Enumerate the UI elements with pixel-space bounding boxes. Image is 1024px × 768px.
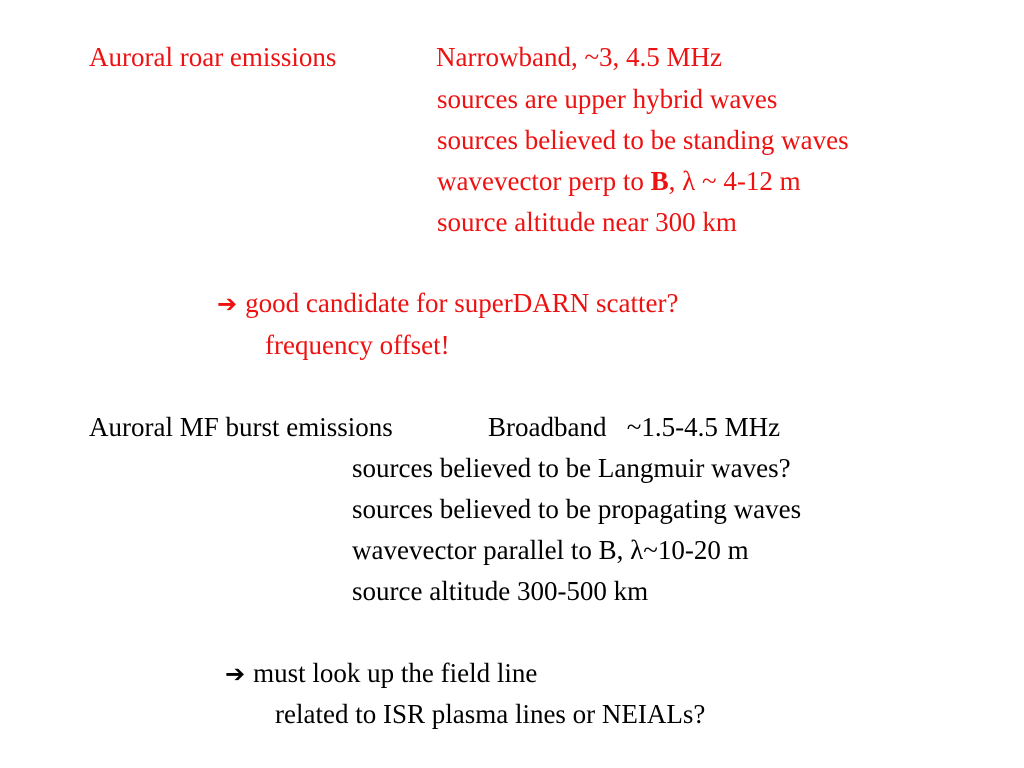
wavevector-prefix: wavevector perp to — [437, 166, 651, 196]
auroral-roar-conclusion — [217, 290, 678, 317]
auroral-roar-conclusion-text: good candidate for superDARN scatter? — [245, 288, 679, 318]
auroral-mf-langmuir: sources believed to be Langmuir waves? — [352, 453, 791, 483]
auroral-mf-altitude: source altitude 300-500 km — [352, 576, 649, 606]
wavevector-bold-b: B — [650, 166, 669, 196]
auroral-mf-isr: related to ISR plasma lines or NEIALs? — [275, 699, 706, 729]
auroral-roar-title: Auroral roar emissions — [89, 42, 337, 72]
right-arrow-icon: ➔ — [225, 660, 246, 688]
auroral-mf-title: Auroral MF burst emissions — [89, 412, 393, 442]
auroral-mf-conclusion-text: must look up the field line — [253, 658, 538, 688]
right-arrow-icon: ➔ — [217, 290, 238, 318]
auroral-mf-wavevector: wavevector parallel to B, λ~10-20 m — [352, 535, 749, 565]
auroral-mf-conclusion — [225, 660, 537, 687]
auroral-roar-standing: sources believed to be standing waves — [437, 125, 849, 155]
wavevector-suffix: , λ ~ 4-12 m — [668, 166, 801, 196]
auroral-mf-propagating: sources believed to be propagating waves — [352, 494, 802, 524]
auroral-roar-altitude: source altitude near 300 km — [437, 207, 737, 237]
auroral-roar-wavevector — [437, 168, 801, 195]
auroral-roar-sources: sources are upper hybrid waves — [437, 84, 778, 114]
auroral-mf-band: Broadband ~1.5-4.5 MHz — [488, 412, 781, 442]
auroral-roar-frequency-offset: frequency offset! — [265, 330, 450, 360]
auroral-roar-band: Narrowband, ~3, 4.5 MHz — [436, 42, 723, 72]
